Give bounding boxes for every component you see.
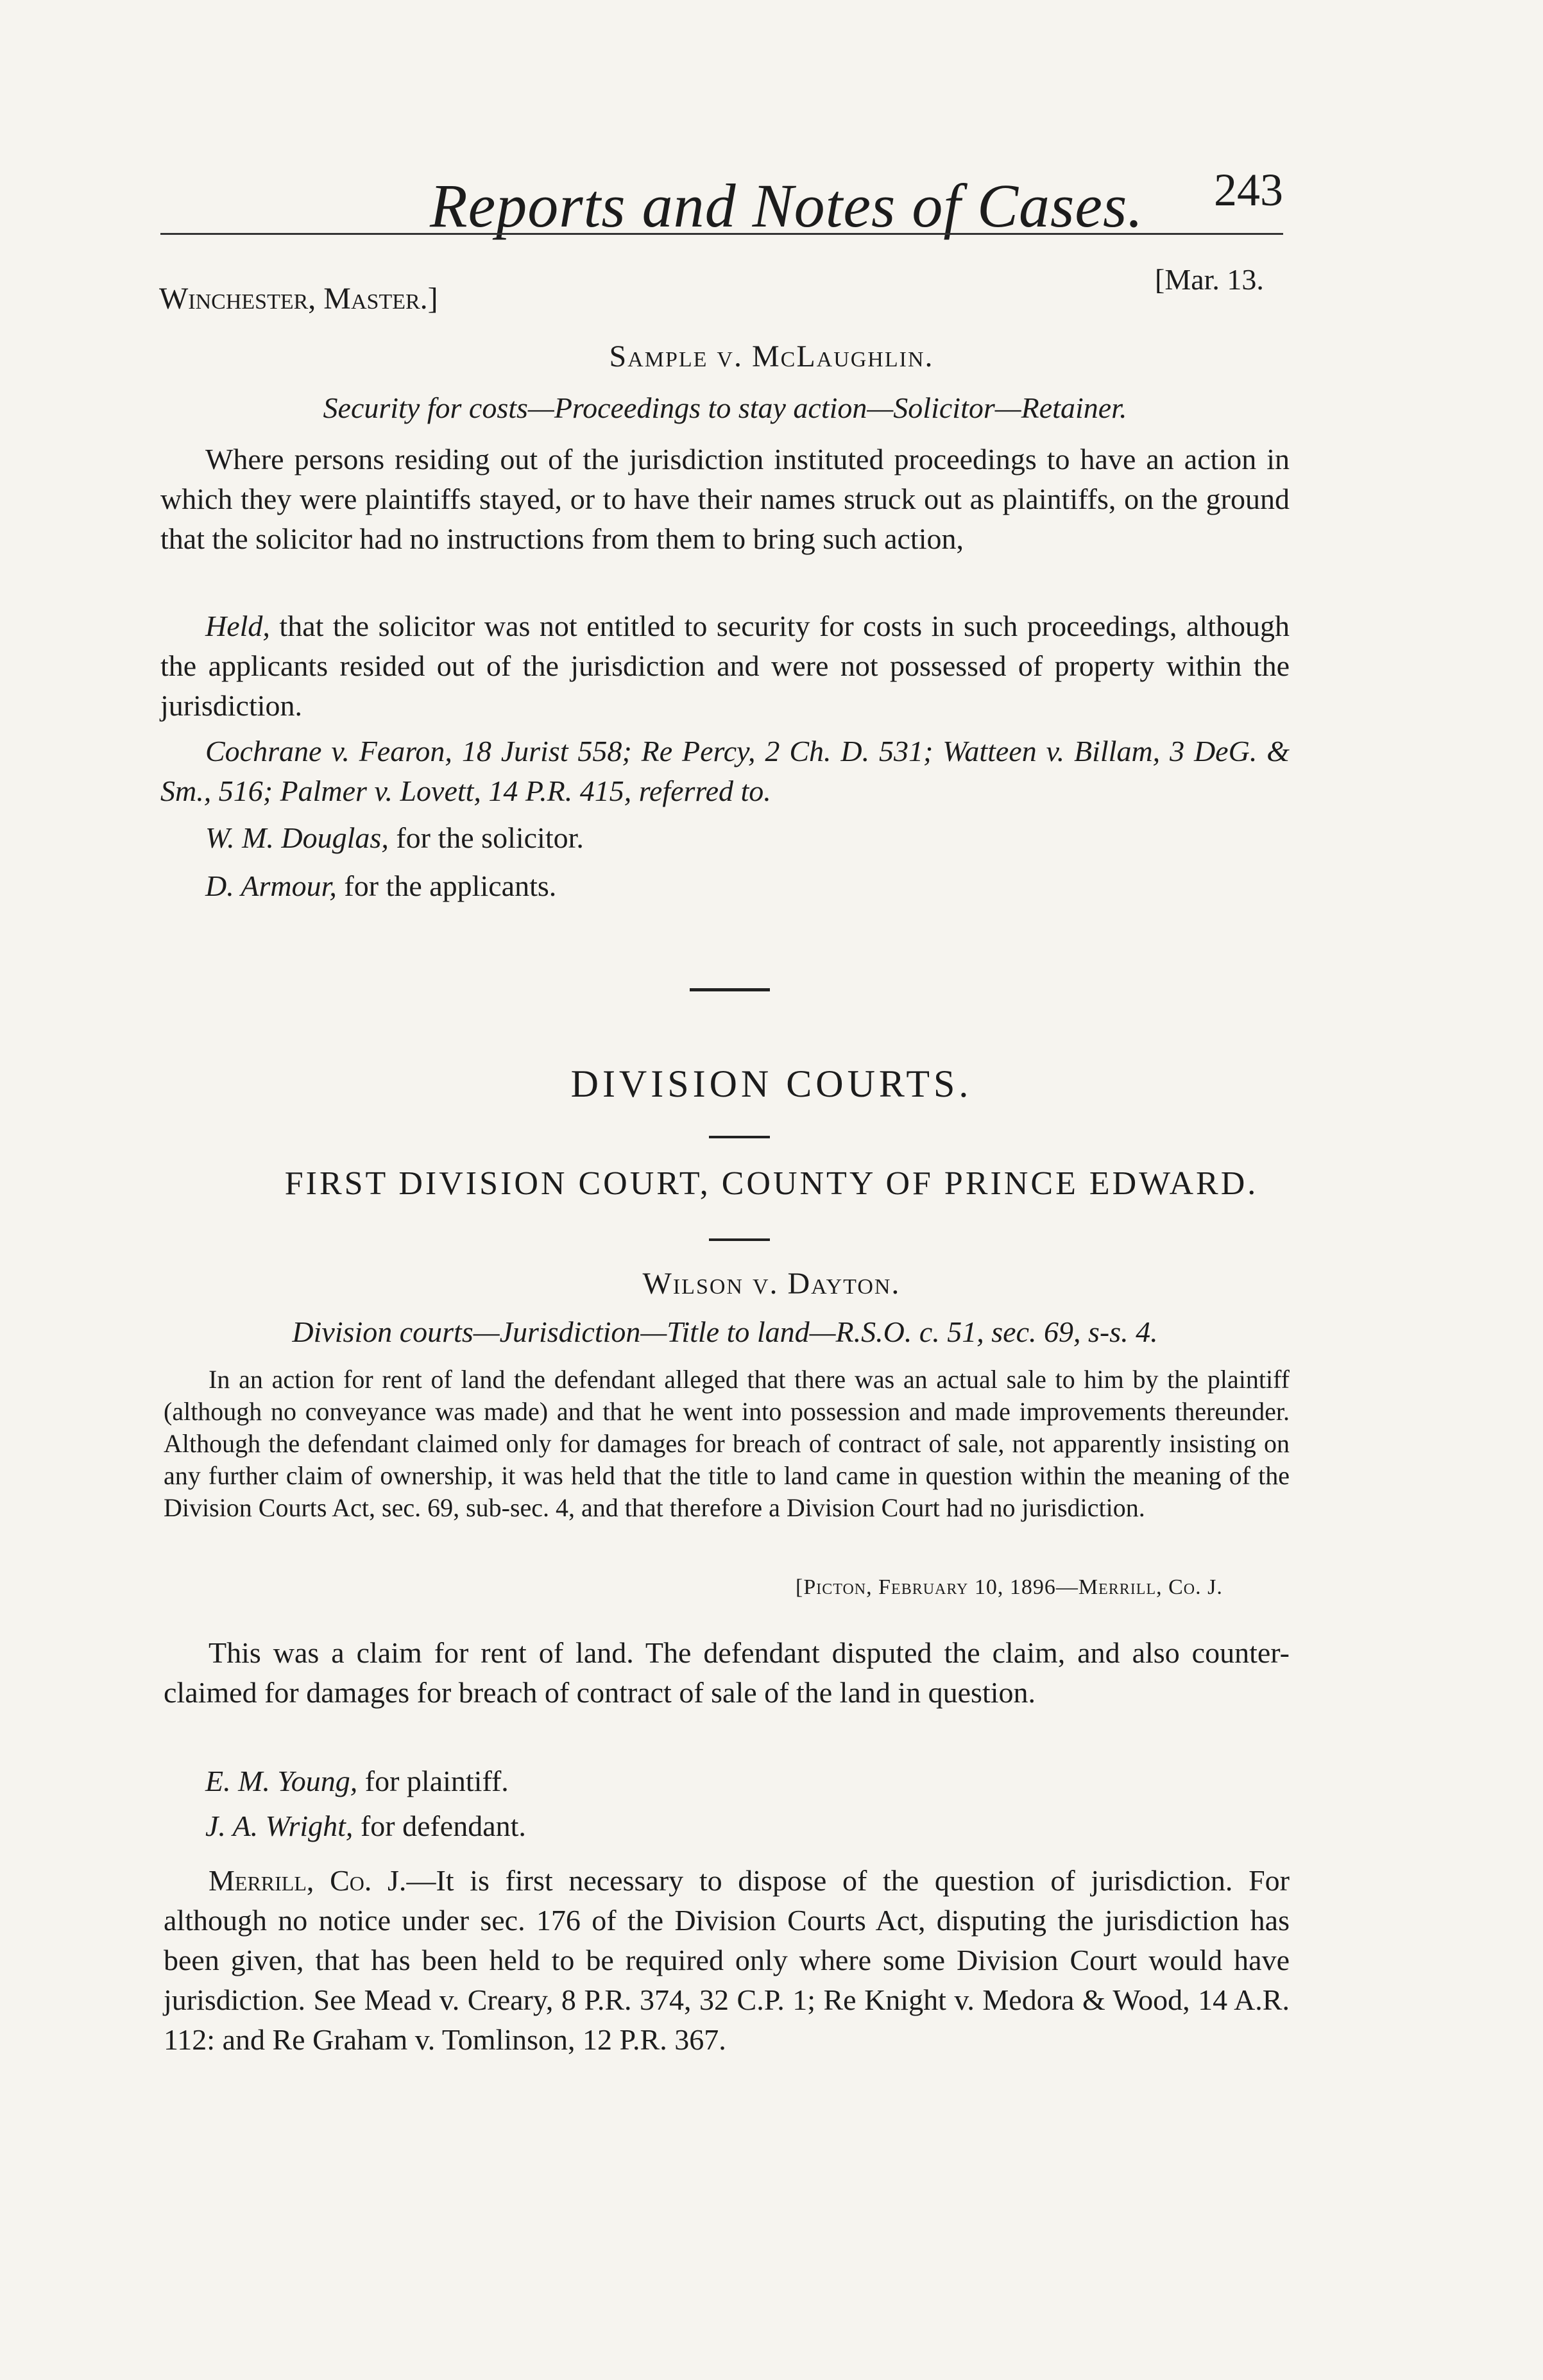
page-number: 243: [1214, 164, 1283, 216]
case-name: Wilson v. Dayton.: [642, 1267, 901, 1301]
court-line: Winchester, Master.]: [159, 282, 438, 316]
held-text: that the solicitor was not entitled to security for costs in such proceedings, although the applicants resided out of the jurisdiction and were not possessed of property within the jurisdiction.: [160, 610, 1290, 722]
running-head: [160, 164, 1283, 241]
citations: Cochrane v. Fearon, 18 Jurist 558; Re Percy, 2 Ch. D. 531; Watteen v. Billam, 3 DeG. & Sm., 516; Palmer v. Lovett, 14 P.R. 415, referred to.: [160, 735, 1290, 807]
opinion: [164, 1861, 1290, 2060]
headnote-title: Security for costs—Proceedings to stay action—Solicitor—Retainer.: [323, 391, 1127, 424]
held-label: Held,: [205, 610, 270, 642]
header-rule: [160, 233, 1283, 235]
held-paragraph: [160, 606, 1290, 726]
section-subtitle: FIRST DIVISION COURT, COUNTY OF PRINCE EDWARD.: [284, 1165, 1259, 1202]
counsel-line-1: [205, 1761, 509, 1801]
counsel-role: for plaintiff.: [364, 1765, 509, 1797]
judge-name: Merrill, Co. J.: [209, 1864, 407, 1897]
dateline: [Picton, February 10, 1896—Merrill, Co. J.: [796, 1575, 1223, 1599]
opinion-text: —It is first necessary to dispose of the question of jurisdiction. For although no notice under sec. 176 of the Division Courts Act, disputing the jurisdiction has been given, that has been held to be required only where some Division Court would have jurisdiction. See Mead v. Creary, 8 P.R. 374, 32 C.P. 1; Re Knight v. Medora & Wood, 14 A.R. 112: and Re Graham v. Tomlinson, 12 P.R. 367.: [164, 1864, 1290, 2056]
counsel-name: J. A. Wright,: [205, 1810, 354, 1842]
counsel-role: for the applicants.: [344, 869, 557, 902]
section-title: DIVISION COURTS.: [570, 1063, 973, 1105]
subtitle-rule: [709, 1238, 770, 1241]
headnote: Where persons residing out of the jurisdiction instituted proceedings to have an action in which they were plaintiffs stayed, or to have their names struck out as plaintiffs, on the ground that the solicitor had no instructions from them to bring such action,: [160, 443, 1290, 555]
counsel-role: for defendant.: [360, 1810, 526, 1842]
counsel-line-1: [205, 818, 584, 858]
counsel-name: E. M. Young,: [205, 1765, 358, 1797]
counsel-line-2: [205, 866, 556, 906]
case-name: Sample v. McLaughlin.: [609, 339, 934, 373]
headnote: In an action for rent of land the defendant alleged that there was an actual sale to him by the plaintiff (although no conveyance was made) and that he went into possession and made improvements thereunder. Although the defendant claimed only for damages for breach of contract of sale, not apparently insisting on any further claim of ownership, it was held that the title to land came in question within the meaning of the Division Courts Act, sec. 69, sub-sec. 4, and that therefore a Division Court had no jurisdiction.: [164, 1365, 1290, 1522]
counsel-role: for the solicitor.: [396, 821, 584, 854]
counsel-name: W. M. Douglas,: [205, 821, 389, 854]
running-title: Reports and Notes of Cases.: [430, 171, 1144, 240]
opinion-intro: This was a claim for rent of land. The defendant disputed the claim, and also counter-claimed for damages for breach of contract of sale of the land in question.: [164, 1636, 1290, 1709]
title-rule: [709, 1136, 770, 1138]
counsel-name: D. Armour,: [205, 869, 337, 902]
case-date: [Mar. 13.: [1155, 263, 1264, 296]
section-divider: [690, 988, 770, 991]
counsel-line-2: [205, 1806, 526, 1846]
headnote-title: Division courts—Jurisdiction—Title to land—R.S.O. c. 51, sec. 69, s-s. 4.: [292, 1315, 1158, 1348]
